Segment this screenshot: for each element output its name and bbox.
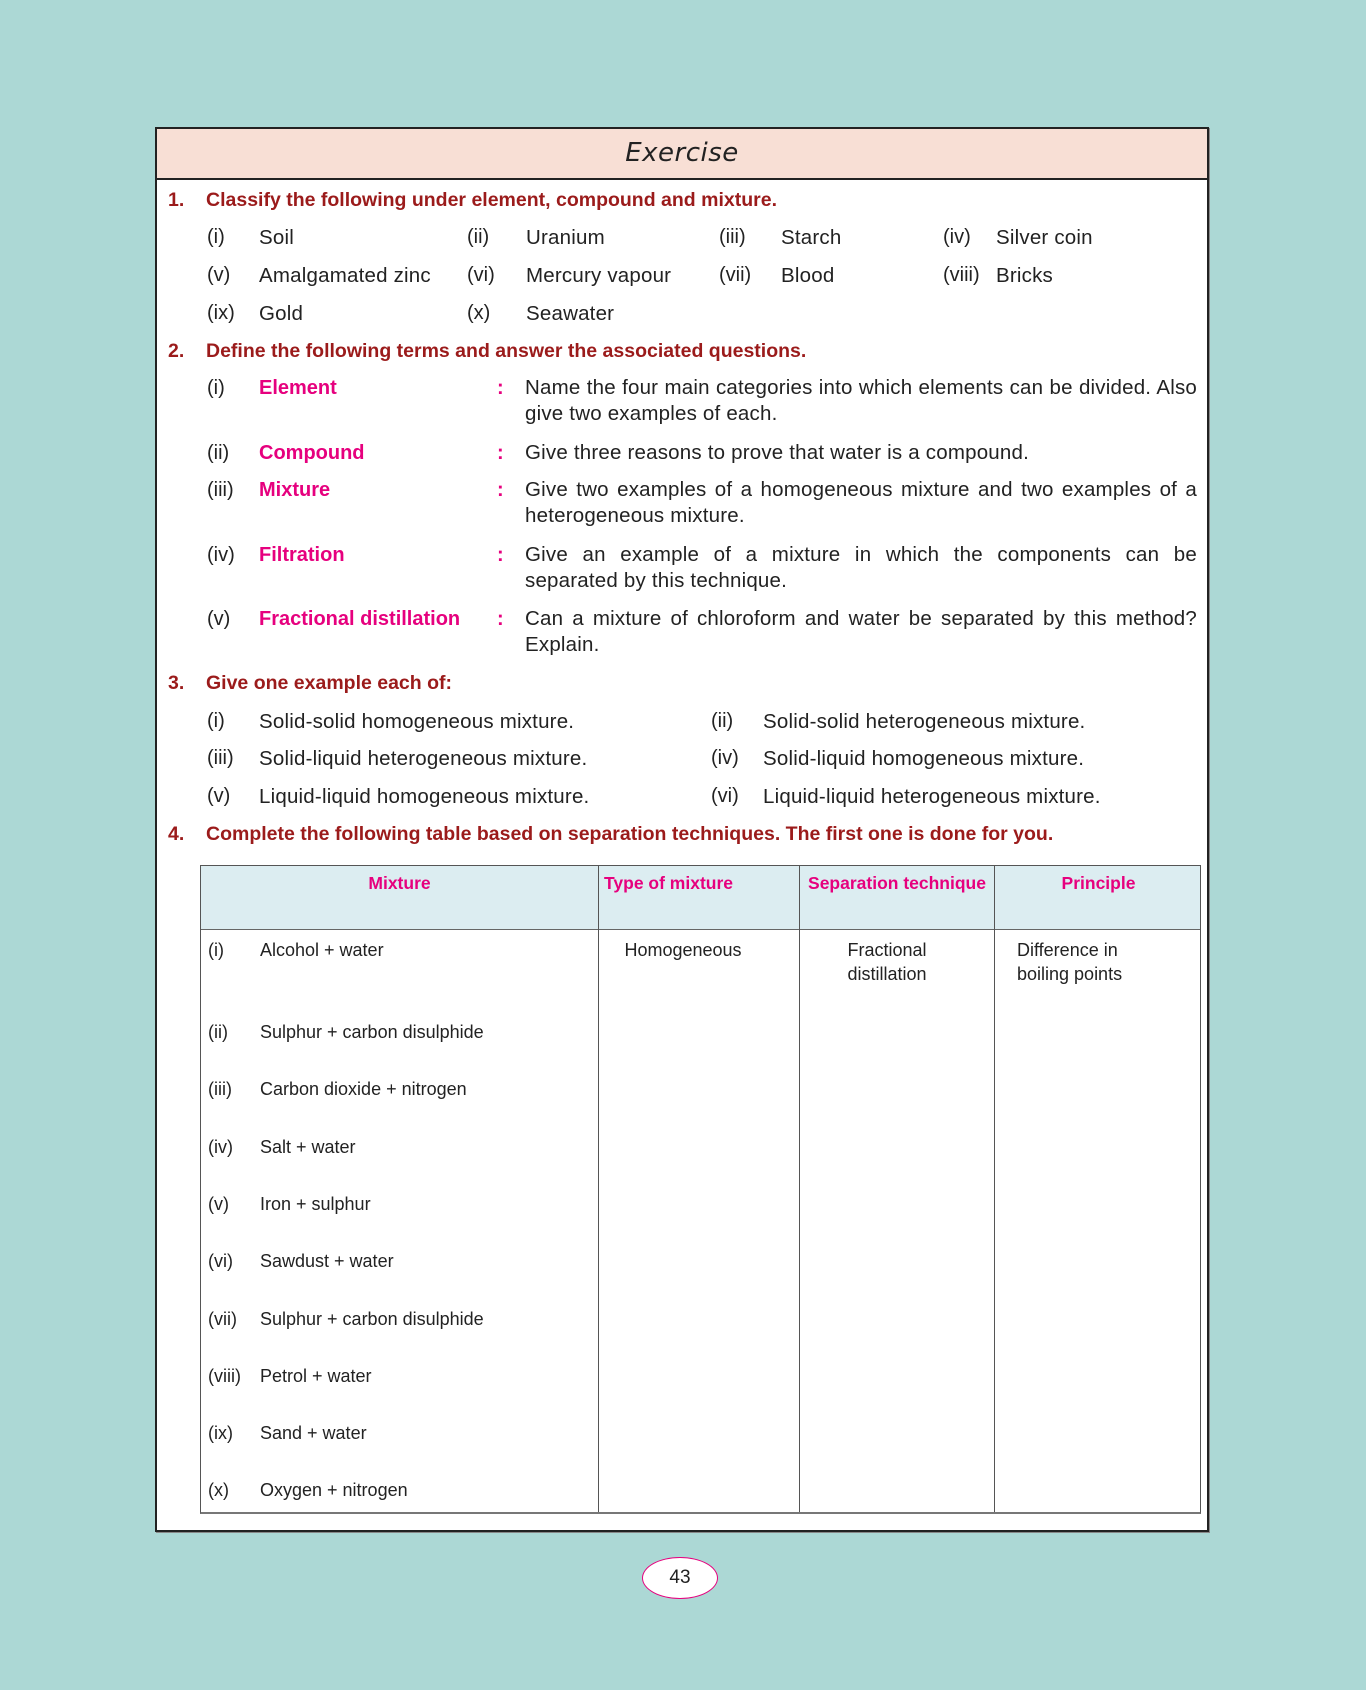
term-question: Name the four main categories into which elements can be divided. Also give two examples of each.: [525, 376, 1197, 425]
question-text: Give one example each of:: [206, 672, 453, 694]
question-number: 2.: [168, 340, 185, 362]
item-roman: (ii): [207, 442, 230, 464]
item-roman: (ii): [467, 226, 490, 248]
question-text: Define the following terms and answer the associated questions.: [206, 340, 807, 362]
row-roman: (v): [208, 1193, 229, 1214]
term-question: Give an example of a mixture in which the components can be separated by this technique.: [525, 543, 1197, 592]
exercise-box: [155, 127, 1209, 1532]
item-roman: (iii): [207, 747, 234, 769]
item-roman: (v): [207, 264, 231, 286]
list-item: Solid-liquid homogeneous mixture.: [763, 747, 1085, 770]
list-item: Solid-liquid heterogeneous mixture.: [259, 747, 588, 770]
list-item: Amalgamated zinc: [259, 264, 431, 287]
item-roman: (v): [207, 785, 231, 807]
question-text: Classify the following under element, compound and mixture.: [206, 189, 777, 211]
term-label: Mixture: [259, 479, 331, 501]
row-mixture: Alcohol + water: [260, 940, 384, 960]
column-header-technique: Separation technique: [808, 873, 986, 893]
colon-separator: :: [497, 544, 504, 566]
row-roman: (x): [208, 1480, 229, 1501]
table-header-row: [201, 866, 1200, 930]
item-roman: (ix): [207, 302, 235, 324]
separation-table: [200, 865, 1201, 1514]
row-roman: (i): [208, 940, 224, 960]
term-label: Element: [259, 377, 337, 399]
row-technique: Fractional distillation: [847, 940, 927, 984]
column-header-mixture: Mixture: [368, 873, 431, 893]
row-roman: (vi): [208, 1251, 233, 1272]
item-roman: (viii): [943, 264, 980, 286]
list-item: Blood: [781, 264, 835, 287]
term-label: Fractional distillation: [259, 608, 461, 630]
item-roman: (iii): [719, 226, 746, 248]
exercise-title: Exercise: [625, 138, 739, 168]
item-roman: (v): [207, 608, 231, 630]
item-roman: (i): [207, 710, 225, 732]
term-label: Filtration: [259, 544, 345, 566]
colon-separator: :: [497, 377, 504, 399]
list-item: Solid-solid homogeneous mixture.: [259, 710, 575, 733]
term-question: Can a mixture of chloroform and water be separated by this method? Explain.: [525, 607, 1197, 656]
item-roman: (iii): [207, 479, 234, 501]
item-roman: (i): [207, 377, 225, 399]
row-mixture: Sulphur + carbon disulphide: [260, 1308, 484, 1329]
column-divider: [598, 866, 599, 1512]
page-number: 43: [642, 1557, 718, 1599]
row-mixture: Sawdust + water: [260, 1251, 394, 1272]
item-roman: (iv): [711, 747, 739, 769]
item-roman: (ii): [711, 710, 734, 732]
row-roman: (ix): [208, 1423, 233, 1444]
question-number: 4.: [168, 823, 185, 845]
list-item: Liquid-liquid homogeneous mixture.: [259, 785, 590, 808]
item-roman: (i): [207, 226, 225, 248]
row-type: Homogeneous: [624, 940, 742, 960]
row-mixture: Carbon dioxide + nitrogen: [260, 1079, 467, 1100]
term-question: Give three reasons to prove that water is a compound.: [525, 441, 1030, 464]
row-roman: (iii): [208, 1079, 232, 1100]
list-item: Bricks: [996, 264, 1054, 287]
list-item: Uranium: [526, 226, 605, 249]
list-item: Liquid-liquid heterogeneous mixture.: [763, 785, 1101, 808]
column-divider: [994, 866, 995, 1512]
row-mixture: Iron + sulphur: [260, 1193, 371, 1214]
column-header-type: Type of mixture: [604, 873, 734, 893]
item-roman: (vi): [467, 264, 495, 286]
list-item: Mercury vapour: [526, 264, 672, 287]
question-number: 1.: [168, 189, 185, 211]
item-roman: (iv): [943, 226, 971, 248]
row-mixture: Oxygen + nitrogen: [260, 1480, 408, 1501]
item-roman: (iv): [207, 544, 235, 566]
list-item: Silver coin: [996, 226, 1093, 249]
colon-separator: :: [497, 608, 504, 630]
item-roman: (vi): [711, 785, 739, 807]
column-divider: [799, 866, 800, 1512]
row-mixture: Sand + water: [260, 1423, 367, 1444]
column-header-principle: Principle: [1061, 873, 1136, 893]
row-principle: Difference in boiling points: [1017, 940, 1123, 984]
row-mixture: Petrol + water: [260, 1365, 372, 1386]
exercise-header: [157, 129, 1207, 180]
row-mixture: Salt + water: [260, 1136, 356, 1157]
item-roman: (x): [467, 302, 491, 324]
row-roman: (viii): [208, 1365, 241, 1386]
question-number: 3.: [168, 672, 185, 694]
list-item: Seawater: [526, 302, 615, 325]
term-question: Give two examples of a homogeneous mixture and two examples of a heterogeneous mixture.: [525, 478, 1197, 527]
term-label: Compound: [259, 442, 365, 464]
colon-separator: :: [497, 442, 504, 464]
row-mixture: Sulphur + carbon disulphide: [260, 1022, 484, 1042]
row-roman: (vii): [208, 1308, 237, 1329]
list-item: Soil: [259, 226, 294, 249]
question-text: Complete the following table based on separation techniques. The first one is done for you.: [206, 823, 1054, 845]
list-item: Starch: [781, 226, 842, 249]
row-roman: (ii): [208, 1022, 228, 1042]
colon-separator: :: [497, 479, 504, 501]
item-roman: (vii): [719, 264, 752, 286]
list-item: Solid-solid heterogeneous mixture.: [763, 710, 1086, 733]
list-item: Gold: [259, 302, 304, 325]
row-roman: (iv): [208, 1136, 233, 1157]
